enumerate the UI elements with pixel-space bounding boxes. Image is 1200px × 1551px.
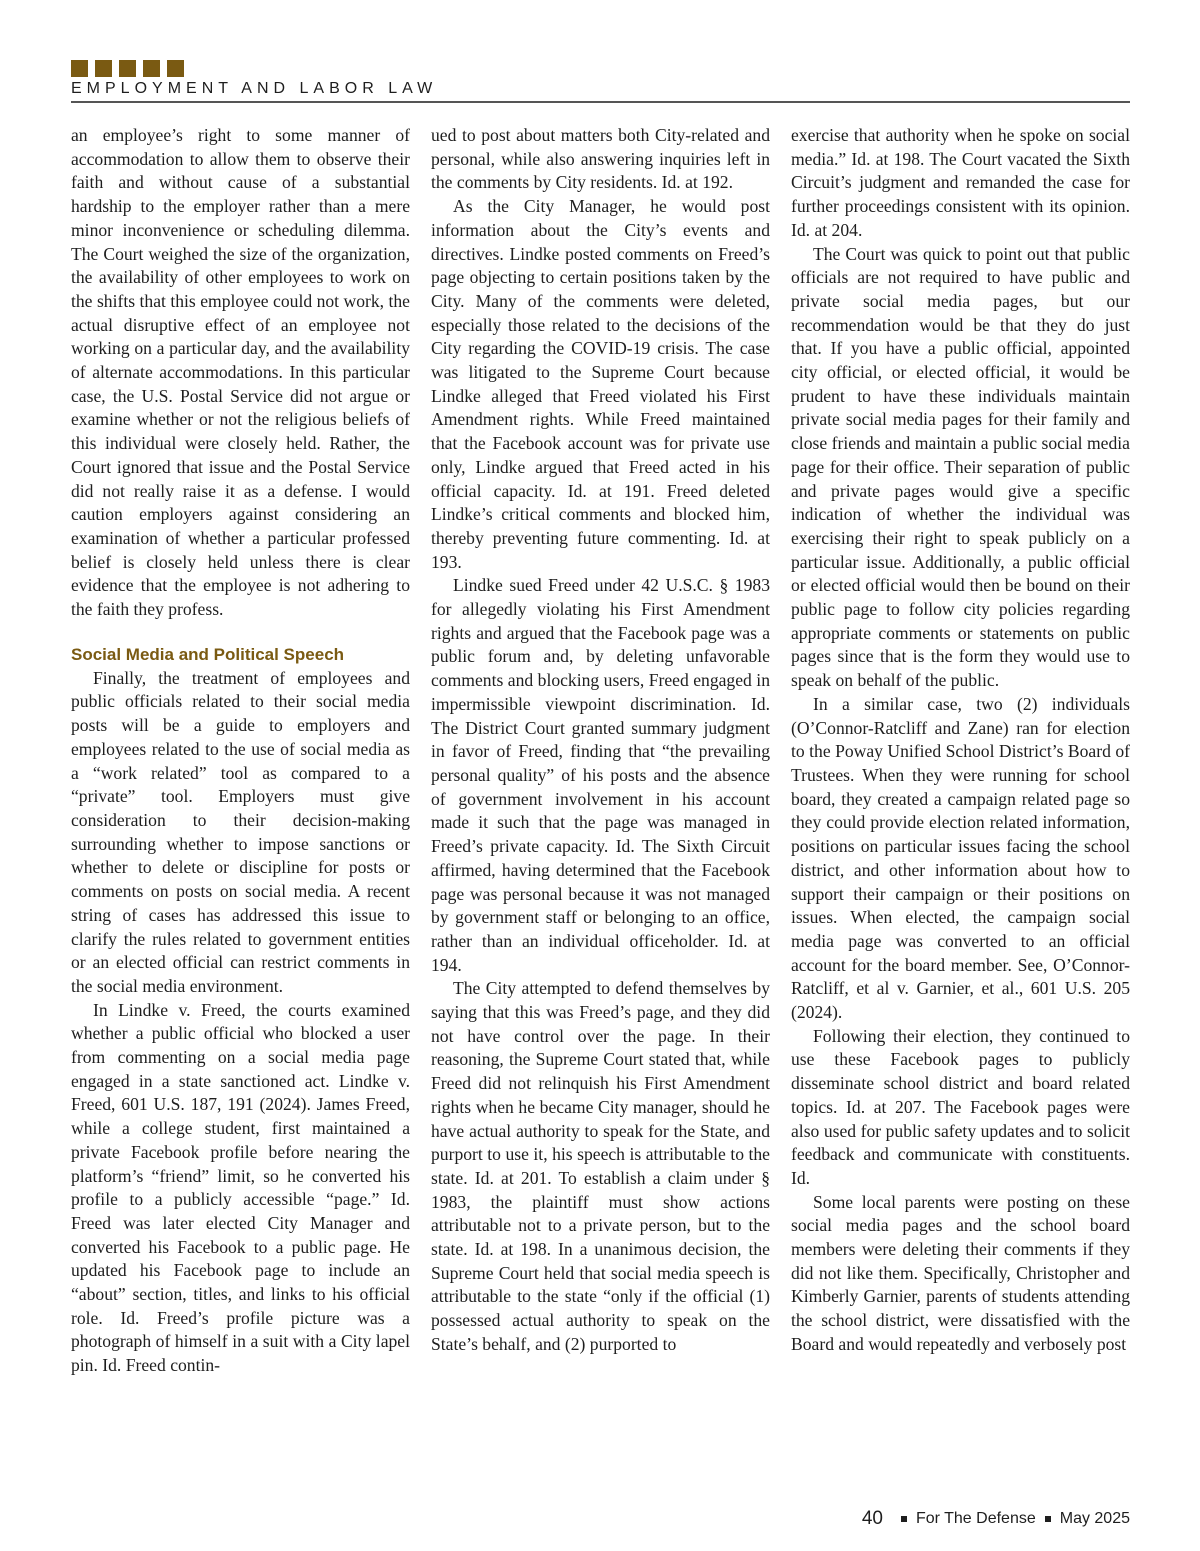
page-footer [862, 1508, 1130, 1530]
bullet-separator-icon [901, 1516, 907, 1522]
paragraph: As the City Manager, he would post information about the City’s events and directives. Lindke posted comments on Freed’s page objecting to certain positions taken by the City. Many of the comments were deleted, especially those related to the decisions of the City regarding the COVID-19 crisis. The case was litigated to the Supreme Court because Lindke alleged that Freed violated his First Amendment rights. While Freed maintained that the Facebook account was for private use only, Lindke argued that Freed acted in his official capacity. Id. at 191. Freed deleted Lindke’s critical comments and blocked him, thereby preventing future commenting. Id. at 193. [431, 196, 770, 572]
bullet-separator-icon [1045, 1516, 1051, 1522]
paragraph: In Lindke v. Freed, the courts examined whether a public official who blocked a user from commenting on a social media page engaged in a state sanctioned act. Lindke v. Freed, 601 U.S. 187, 191 (2024). James Freed, while a college student, first maintained a private Facebook profile before nearing the platform’s “friend” limit, so he converted his profile to a publicly accessible “page.” Id. Freed was later elected City Manager and converted his Facebook to a public page. He updated his Facebook page to include an “about” section, titles, and links to his official role. Id. Freed’s profile picture was a photograph of himself in a suit with a City lapel pin. Id. Freed contin- [71, 999, 410, 1376]
publication-name: For The Defense [915, 1510, 1036, 1527]
header-divider [71, 101, 1130, 103]
header-square-ornament [71, 60, 184, 77]
article-column-3 [791, 124, 1130, 1357]
paragraph: Following their election, they continued to use these Facebook pages to publicly disseminate school district and board related topics. Id. at 207. The Facebook pages were also used for public safety updates and to solicit feedback and communicate with constituents. Id. [791, 1025, 1130, 1188]
square-icon [71, 60, 88, 77]
square-icon [119, 60, 136, 77]
paragraph: The City attempted to defend themselves by saying that this was Freed’s page, and they did not have control over the page. In their reasoning, the Supreme Court stated that, while Freed did not relinquish his First Amendment rights when he became City manager, should he have actual authority to speak for the State, and purport to use it, his speech is attributable to the state. Id. at 201. To establish a claim under § 1983, the plaintiff must show actions attributable not to a private person, but to the state. Id. at 198. In a unanimous decision, the Supreme Court held that social media speech is attributable to the state “only if the official (1) possessed actual authority to speak on the State’s behalf, and (2) purported to [431, 978, 770, 1354]
square-icon [143, 60, 160, 77]
square-icon [95, 60, 112, 77]
section-heading: Social Media and Political Speech [71, 644, 345, 664]
section-title: EMPLOYMENT AND LABOR LAW [71, 80, 438, 97]
paragraph: The Court was quick to point out that public officials are not required to have public and private social media pages, but our recommendation would be that they do just that. If you have a public official, appointed city official, or elected official, it would be prudent to have these individuals maintain private social media pages for their family and close friends and maintain a public social media page for their office. Their separation of public and private pages would give a specific indication of whether the individual was exercising their right to speak publicly on a particular issue. Additionally, a public official or elected official would then be bound on their public page to follow city policies regarding appropriate comments or statements on public pages since that is the form they would use to speak on behalf of the public. [791, 243, 1130, 691]
paragraph: Lindke sued Freed under 42 U.S.C. § 1983 for allegedly violating his First Amendment rights and argued that the Facebook page was a public forum and, by deleting unfavorable comments and blocking users, Freed engaged in impermissible viewpoint discrimination. Id. The District Court granted summary judgment in favor of Freed, finding that “the prevailing personal quality” of his posts and the absence of government involvement in his account made it such that the page was managed in Freed’s private capacity. Id. The Sixth Circuit affirmed, having determined that the Facebook page was personal because it was not managed by government staff or belonging to an office, rather than an individual officeholder. Id. at 194. [431, 575, 770, 975]
square-icon [167, 60, 184, 77]
article-column-1 [71, 124, 410, 1378]
paragraph: In a similar case, two (2) individuals (O’Connor-Ratcliff and Zane) ran for election to the Poway Unified School District’s Board of Trustees. When they were running for school board, they created a campaign related page so they could provide election related information, positions on particular issues facing the school district, and other information about how to support their campaign or their positions on issues. When elected, the campaign social media page was converted to an official account for the board member. See, O’Connor-Ratcliff, et al v. Garnier, et al., 601 U.S. 205 (2024). [791, 693, 1130, 1023]
paragraph: ued to post about matters both City-related and personal, while also answering inquiries left in the comments by City residents. Id. at 192. [431, 125, 770, 193]
paragraph: an employee’s right to some manner of accommodation to allow them to observe their faith and without cause of a substantial hardship to the employer rather than a mere minor inconvenience or scheduling dilemma. The Court weighed the size of the organization, the availability of other employees to work on the shifts that this employee could not work, the actual disruptive effect of an employee not working on a particular day, and the availability of alternate accommodations. In this particular case, the U.S. Postal Service did not argue or examine whether or not the religious beliefs of this individual were closely held. Rather, the Court ignored that issue and the Postal Service did not really raise it as a defense. I would caution employers against considering an examination of whether a particular professed belief is closely held unless there is clear evidence that the employee is not adhering to the faith they profess. [71, 125, 410, 620]
article-column-2 [431, 124, 770, 1357]
issue-date: May 2025 [1059, 1510, 1130, 1527]
paragraph: Some local parents were posting on these social media pages and the school board members were deleting their comments if they did not like them. Specifically, Christopher and Kimberly Garnier, parents of students attending the school district, were dissatisfied with the Board and would repeatedly and verbosely post [791, 1191, 1130, 1354]
paragraph: exercise that authority when he spoke on social media.” Id. at 198. The Court vacated the Sixth Circuit’s judgment and remanded the case for further proceedings consistent with its opinion. Id. at 204. [791, 125, 1130, 240]
paragraph: Finally, the treatment of employees and public officials related to their social media posts will be a guide to employers and employees related to the use of social media as a “work related” tool as compared to a “private” tool. Employers must give consideration to their decision-making surrounding whether to impose sanctions or whether to delete or discipline for posts or comments on posts on social media. A recent string of cases has addressed this issue to clarify the rules related to government entities or an elected official can restrict comments in the social media environment. [71, 667, 410, 996]
page-number: 40 [861, 1508, 883, 1529]
